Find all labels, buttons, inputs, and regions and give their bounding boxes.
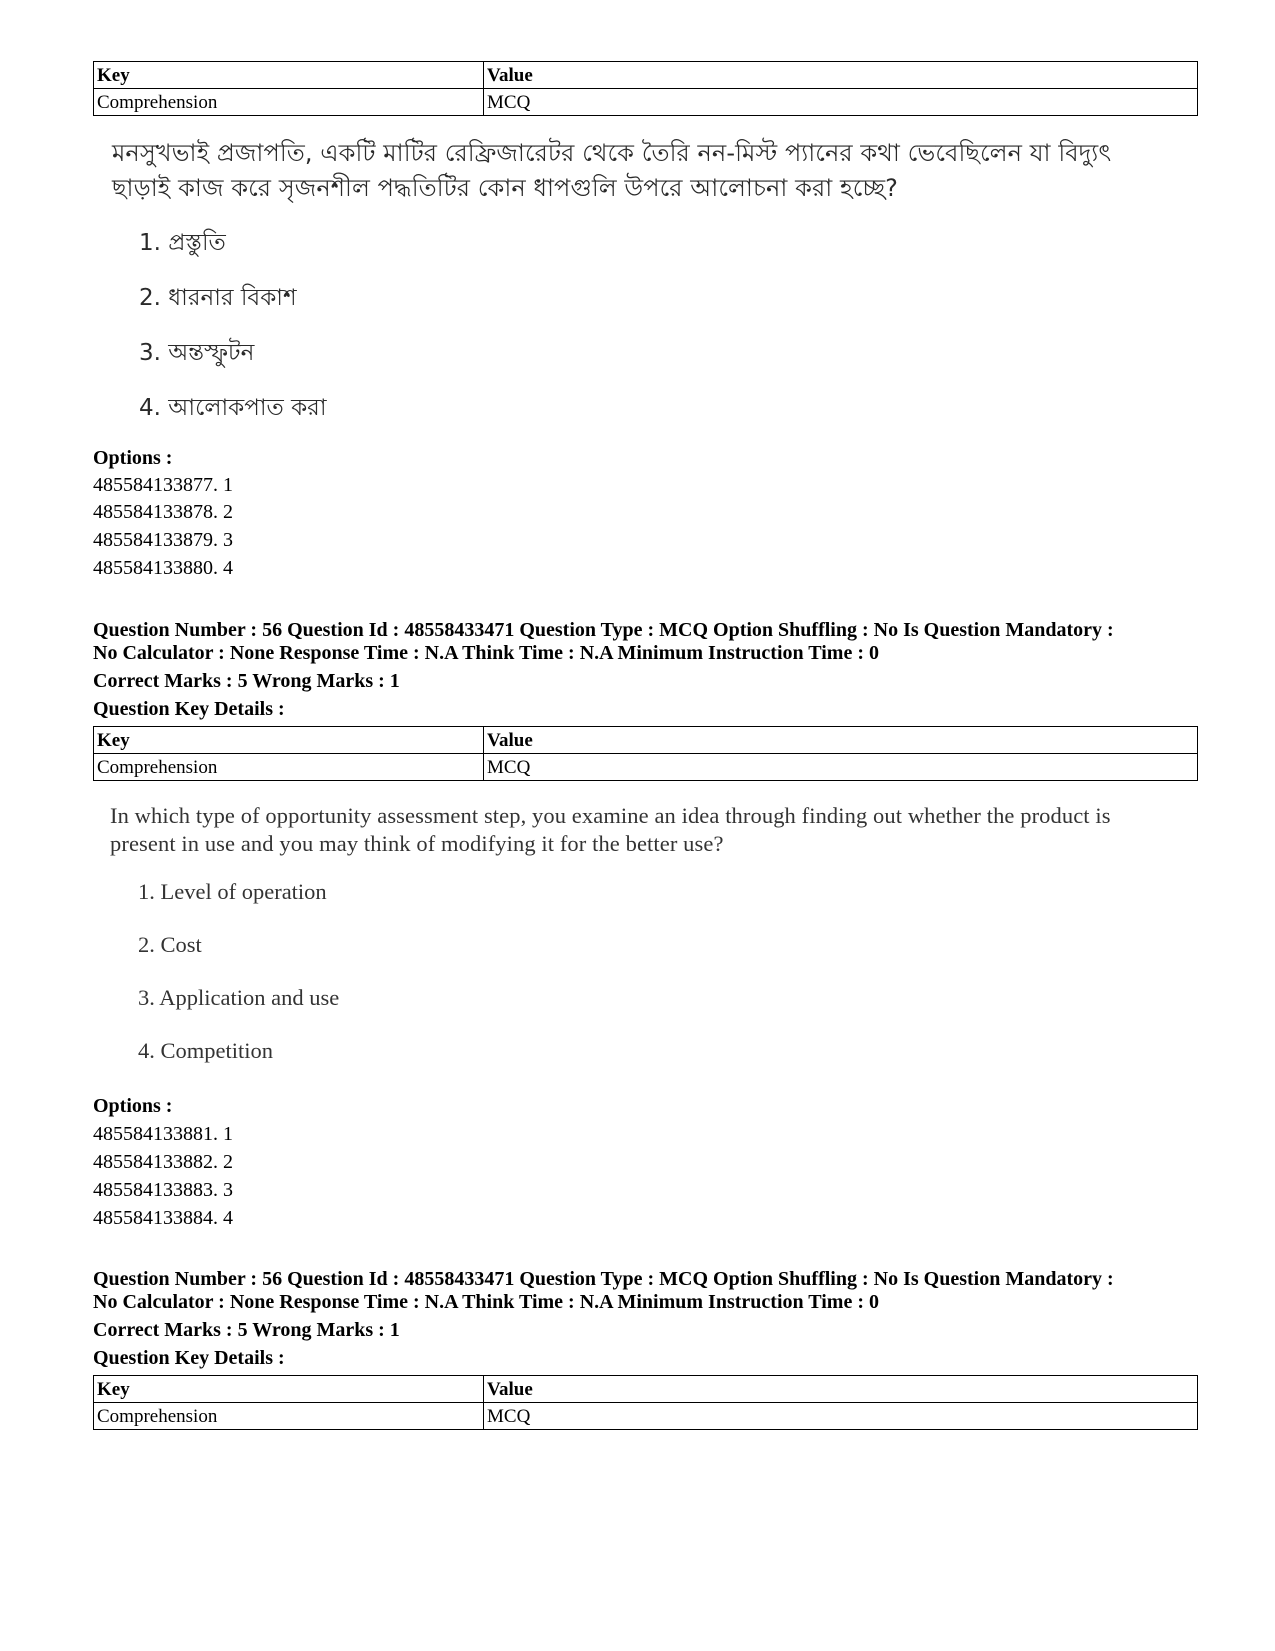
- key-cell: Comprehension: [94, 89, 484, 116]
- option-line: 485584133880. 4: [93, 557, 233, 579]
- question-stem-line-1: In which type of opportunity assessment step, you examine an idea through finding out whether the product is: [110, 803, 1111, 828]
- value-cell: MCQ: [484, 754, 1198, 781]
- question-meta-line-2: No Calculator : None Response Time : N.A Think Time : N.A Minimum Instruction Time : 0: [93, 1291, 879, 1313]
- question-key-table: [93, 726, 1198, 781]
- question-image-english: [110, 802, 1220, 1067]
- marks-line: Correct Marks : 5 Wrong Marks : 1: [93, 670, 400, 692]
- value-cell: MCQ: [484, 89, 1198, 116]
- option-line: 485584133884. 4: [93, 1207, 233, 1229]
- key-cell: Comprehension: [94, 1403, 484, 1430]
- table-header-row: [94, 727, 1198, 754]
- table-row: [94, 89, 1198, 116]
- value-header: Value: [484, 727, 1198, 754]
- question-key-table: [93, 61, 1198, 116]
- table-row: [94, 1403, 1198, 1430]
- table-header-row: [94, 62, 1198, 89]
- key-header: Key: [94, 62, 484, 89]
- choice-4: 4. Competition: [138, 1038, 273, 1063]
- key-cell: Comprehension: [94, 754, 484, 781]
- question-key-table: [93, 1375, 1198, 1430]
- table-row: [94, 754, 1198, 781]
- question-meta-line-1: Question Number : 56 Question Id : 48558433471 Question Type : MCQ Option Shuffling : No Is Question Mandatory :: [93, 1268, 1114, 1290]
- choice-1: 1. Level of operation: [138, 879, 327, 904]
- key-header: Key: [94, 1376, 484, 1403]
- option-line: 485584133883. 3: [93, 1179, 233, 1201]
- marks-line: Correct Marks : 5 Wrong Marks : 1: [93, 1319, 400, 1341]
- choice-1: 1. প্রস্তুতি: [139, 230, 226, 256]
- question-stem-line-2: ছাড়াই কাজ করে সৃজনশীল পদ্ধতিটির কোন ধাপগুলি উপরে আলোচনা করা হচ্ছে?: [112, 174, 899, 202]
- options-title: Options :: [93, 1095, 173, 1117]
- option-line: 485584133882. 2: [93, 1151, 233, 1173]
- choice-2: 2. ধারনার বিকাশ: [139, 285, 297, 311]
- option-line: 485584133879. 3: [93, 529, 233, 551]
- question-meta-line-1: Question Number : 56 Question Id : 48558433471 Question Type : MCQ Option Shuffling : No Is Question Mandatory :: [93, 619, 1114, 641]
- options-title: Options :: [93, 447, 173, 469]
- question-meta-line-2: No Calculator : None Response Time : N.A Think Time : N.A Minimum Instruction Time : 0: [93, 642, 879, 664]
- key-header: Key: [94, 727, 484, 754]
- question-stem-line-2: present in use and you may think of modifying it for the better use?: [110, 831, 724, 856]
- option-line: 485584133878. 2: [93, 501, 233, 523]
- choice-4: 4. আলোকপাত করা: [139, 395, 327, 421]
- question-stem-line-1: মনসুখভাই প্রজাপতি, একটি মাটির রেফ্রিজারেটর থেকে তৈরি নন-মিস্ট প্যানের কথা ভেবেছিলেন যা বিদ্যুৎ: [112, 139, 1112, 167]
- key-details-title: Question Key Details :: [93, 1347, 285, 1369]
- table-header-row: [94, 1376, 1198, 1403]
- value-header: Value: [484, 1376, 1198, 1403]
- choice-2: 2. Cost: [138, 932, 202, 957]
- value-header: Value: [484, 62, 1198, 89]
- question-image-bengali: [112, 136, 1212, 436]
- value-cell: MCQ: [484, 1403, 1198, 1430]
- key-details-title: Question Key Details :: [93, 698, 285, 720]
- option-line: 485584133881. 1: [93, 1123, 233, 1145]
- option-line: 485584133877. 1: [93, 474, 233, 496]
- choice-3: 3. অন্তস্ফুটন: [139, 340, 255, 366]
- choice-3: 3. Application and use: [138, 985, 340, 1010]
